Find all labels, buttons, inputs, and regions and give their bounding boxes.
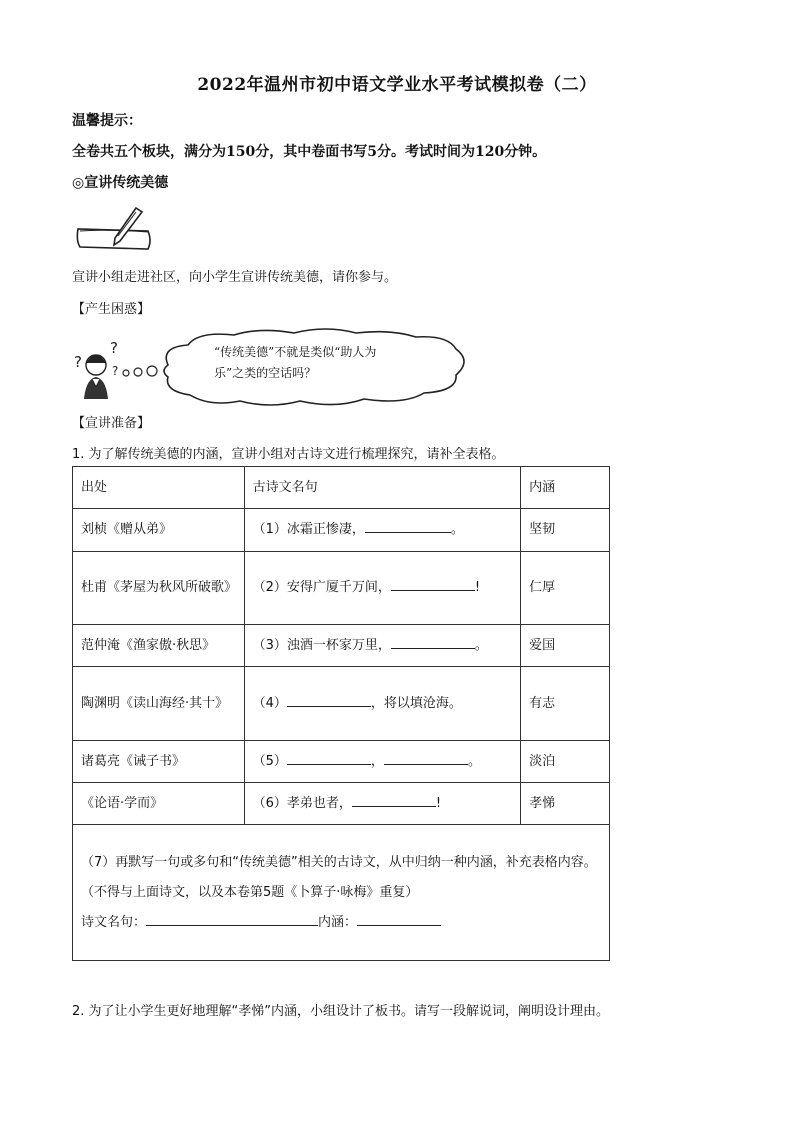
table-row: [73, 667, 610, 741]
question-1: 1. 为了解传统美德的内涵，宣讲小组对古诗文进行梳理探究，请补全表格。: [72, 447, 505, 462]
meaning-cell: 坚韧: [521, 509, 610, 552]
verse-cell: （2）安得广厦千万间， !: [244, 552, 521, 625]
answer-blank[interactable]: [391, 576, 475, 591]
header-meaning: 内涵: [521, 467, 610, 509]
svg-text:?: ?: [74, 353, 82, 371]
meaning-cell: 爱国: [521, 625, 610, 667]
source-cell: 陶渊明《读山海经·其十》: [73, 667, 245, 741]
q7-instruction: （7）再默写一句或多句和“传统美德”相关的古诗文，从中归纳一种内涵，补充表格内容。: [81, 854, 597, 870]
answer-blank[interactable]: [391, 634, 475, 649]
table-row: [73, 625, 610, 667]
source-cell: 刘桢《赠从弟》: [73, 509, 245, 552]
answer-blank[interactable]: [352, 792, 436, 807]
verse-cell: （1）冰霜正惨凄， 。: [244, 509, 521, 552]
header-source: 出处: [73, 467, 245, 509]
verse-cell: （6）孝弟也者， !: [244, 783, 521, 825]
intro-text: 宣讲小组走进社区，向小学生宣讲传统美德，请你参与。: [72, 270, 398, 285]
page-title: 2022年温州市初中语文学业水平考试模拟卷（二）: [197, 75, 597, 95]
table-row-q7: [73, 825, 610, 961]
meaning-answer-blank[interactable]: [357, 911, 441, 926]
table-row: [73, 509, 610, 552]
verse-cell: （3）浊酒一杯家万里， 。: [244, 625, 521, 667]
section-heading: ◎宣讲传统美德: [72, 175, 169, 191]
poetry-table: [72, 466, 610, 961]
q7-answer-line: 诗文名句： 内涵：: [81, 908, 601, 938]
answer-blank[interactable]: [384, 750, 468, 765]
header-verse: 古诗文名句: [244, 467, 521, 509]
source-cell: 《论语·学而》: [73, 783, 245, 825]
meaning-cell: 有志: [521, 667, 610, 741]
table-row: [73, 741, 610, 783]
svg-text:?: ?: [112, 364, 119, 378]
meaning-cell: 孝悌: [521, 783, 610, 825]
source-cell: 诸葛亮《诫子书》: [73, 741, 245, 783]
source-cell: 范仲淹《渔家傲·秋思》: [73, 625, 245, 667]
table-row: [73, 783, 610, 825]
verse-cell: （5） ， 。: [244, 741, 521, 783]
meaning-cell: 仁厚: [521, 552, 610, 625]
meaning-cell: 淡泊: [521, 741, 610, 783]
svg-text:?: ?: [110, 339, 118, 357]
question-2: 2. 为了让小学生更好地理解“孝悌”内涵，小组设计了板书。请写一段解说词，阐明设计理由。: [72, 1004, 610, 1019]
answer-blank[interactable]: [365, 518, 451, 533]
q7-note: （不得与上面诗文，以及本卷第5题《卜算子·咏梅》重复）: [81, 884, 419, 900]
bubble-text-line2: 乐”之类的空话吗？: [214, 366, 317, 380]
answer-blank[interactable]: [287, 750, 371, 765]
source-cell: 杜甫《茅屋为秋风所破歌》: [73, 552, 245, 625]
pen-writing-icon: [74, 205, 154, 253]
part2-label: 【宣讲准备】: [72, 416, 151, 431]
q7-cell: [73, 825, 610, 961]
table-header-row: [73, 467, 610, 509]
verse-cell: （4） ，将以填沧海。: [244, 667, 521, 741]
table-row: [73, 552, 610, 625]
part1-label: 【产生困惑】: [72, 302, 151, 317]
tip-heading: 温馨提示：: [72, 113, 142, 129]
bubble-text-line1: “传统美德”不就是类似“助人为: [214, 345, 377, 359]
answer-blank[interactable]: [287, 692, 371, 707]
tip-text: 全卷共五个板块，满分为150分，其中卷面书写5分。考试时间为120分钟。: [72, 144, 547, 160]
verse-answer-blank[interactable]: [146, 911, 318, 926]
